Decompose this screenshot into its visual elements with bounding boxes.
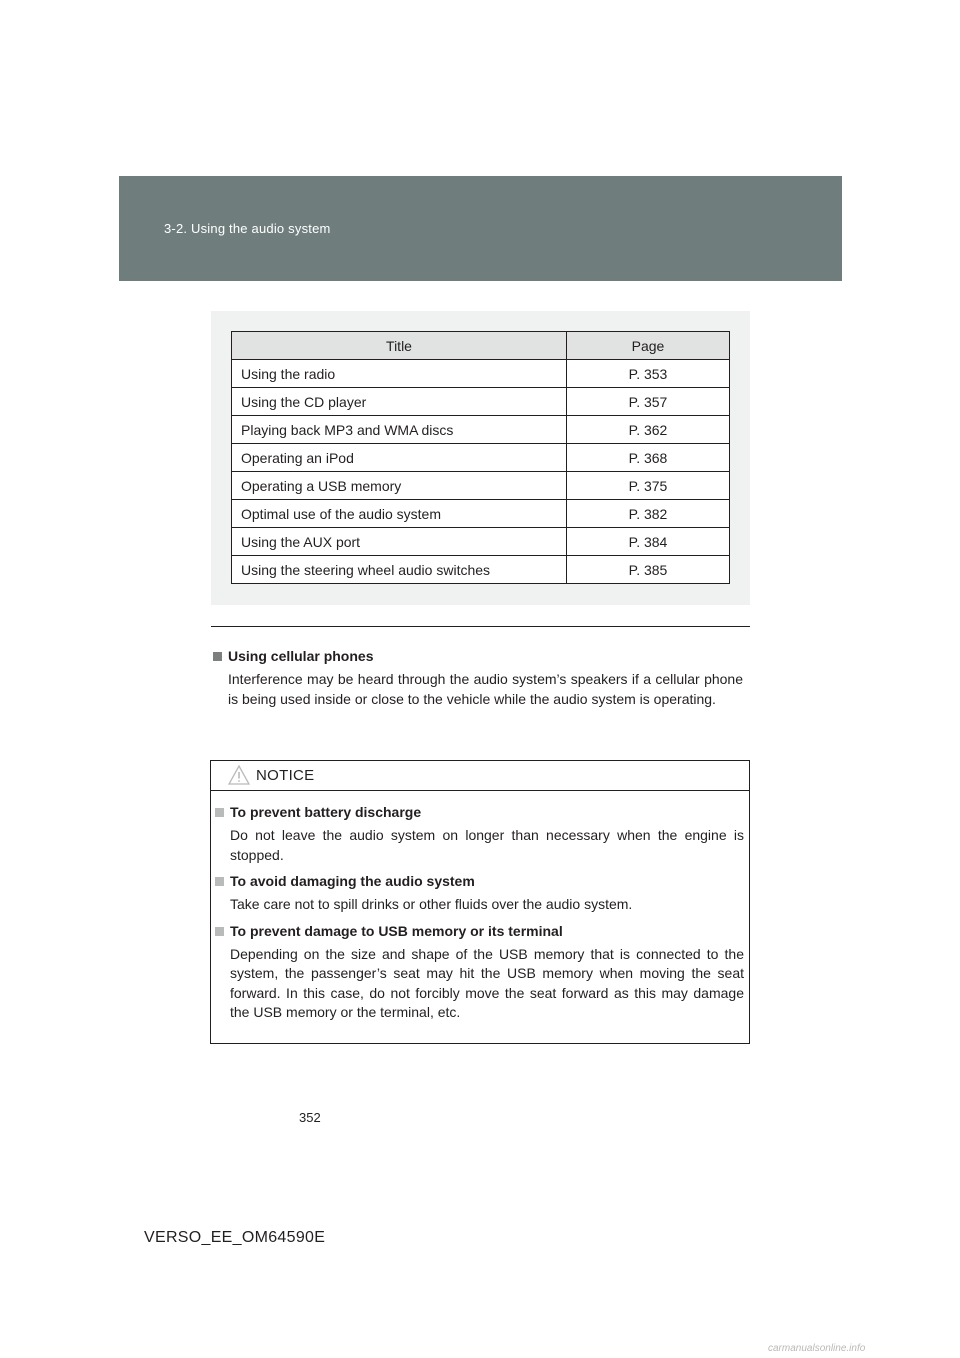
- square-bullet-icon: [213, 652, 222, 661]
- watermark: carmanualsonline.info: [768, 1343, 866, 1354]
- notice-item-text: Do not leave the audio system on longer than necessary when the engine is stopped.: [230, 827, 744, 863]
- notice-header: [211, 761, 749, 791]
- row-title: Using the AUX port: [232, 528, 567, 556]
- toc-table: [231, 331, 730, 584]
- table-row: [232, 556, 730, 584]
- notice-item-text: Depending on the size and shape of the USB memory that is connected to the system, the passenger’s seat may hit the USB memory when moving the seat forward. In this case, do not forcibly move the seat forward as this may damage the USB memory or the terminal, etc.: [230, 945, 744, 1020]
- row-title: Operating an iPod: [232, 444, 567, 472]
- notice-item-heading: [215, 922, 744, 940]
- info-section: [213, 647, 743, 709]
- notice-item: [215, 803, 744, 865]
- row-page-ref: P. 385: [567, 556, 730, 584]
- square-bullet-icon: [215, 927, 224, 936]
- table-row: [232, 472, 730, 500]
- notice-item-heading: [215, 872, 744, 890]
- notice-item-heading-text: To prevent battery discharge: [230, 804, 422, 820]
- notice-item-heading-text: To prevent damage to USB memory or its terminal: [230, 922, 563, 939]
- section-header-band: [119, 176, 842, 281]
- warning-triangle-icon: [228, 765, 250, 785]
- info-text: Interference may be heard through the audio system’s speakers if a cellular phone is being used inside or close to the vehicle while the audio system is operating.: [228, 671, 743, 707]
- table-row: [232, 360, 730, 388]
- square-bullet-icon: [215, 808, 224, 817]
- notice-item-text: Take care not to spill drinks or other fluids over the audio system.: [230, 896, 633, 912]
- row-title: Optimal use of the audio system: [232, 500, 567, 528]
- table-row: [232, 528, 730, 556]
- table-row: [232, 444, 730, 472]
- table-row: [232, 500, 730, 528]
- row-page-ref: P. 384: [567, 528, 730, 556]
- row-title: Using the radio: [232, 360, 567, 388]
- info-heading-text: Using cellular phones: [228, 648, 374, 664]
- row-page-ref: P. 368: [567, 444, 730, 472]
- row-page-ref: P. 375: [567, 472, 730, 500]
- page-number: 352: [299, 1110, 321, 1125]
- notice-label: NOTICE: [256, 767, 315, 784]
- column-header-title: Title: [232, 332, 567, 360]
- table-header-row: [232, 332, 730, 360]
- row-page-ref: P. 353: [567, 360, 730, 388]
- notice-item: [215, 922, 744, 1023]
- column-header-page: Page: [567, 332, 730, 360]
- notice-item: [215, 872, 744, 915]
- document-id: VERSO_EE_OM64590E: [144, 1229, 326, 1246]
- notice-box: [210, 760, 750, 1044]
- row-title: Operating a USB memory: [232, 472, 567, 500]
- section-title: 3-2. Using the audio system: [164, 221, 331, 236]
- notice-body: [211, 791, 749, 1023]
- section-divider: [211, 626, 750, 627]
- row-page-ref: P. 357: [567, 388, 730, 416]
- info-heading: [213, 647, 743, 665]
- square-bullet-icon: [215, 877, 224, 886]
- notice-item-heading-text: To avoid damaging the audio system: [230, 873, 475, 889]
- row-title: Using the steering wheel audio switches: [232, 556, 567, 584]
- row-page-ref: P. 362: [567, 416, 730, 444]
- table-row: [232, 416, 730, 444]
- row-title: Using the CD player: [232, 388, 567, 416]
- row-page-ref: P. 382: [567, 500, 730, 528]
- row-title: Playing back MP3 and WMA discs: [232, 416, 567, 444]
- notice-item-heading: [215, 803, 744, 821]
- table-row: [232, 388, 730, 416]
- toc-table-panel: [211, 311, 750, 605]
